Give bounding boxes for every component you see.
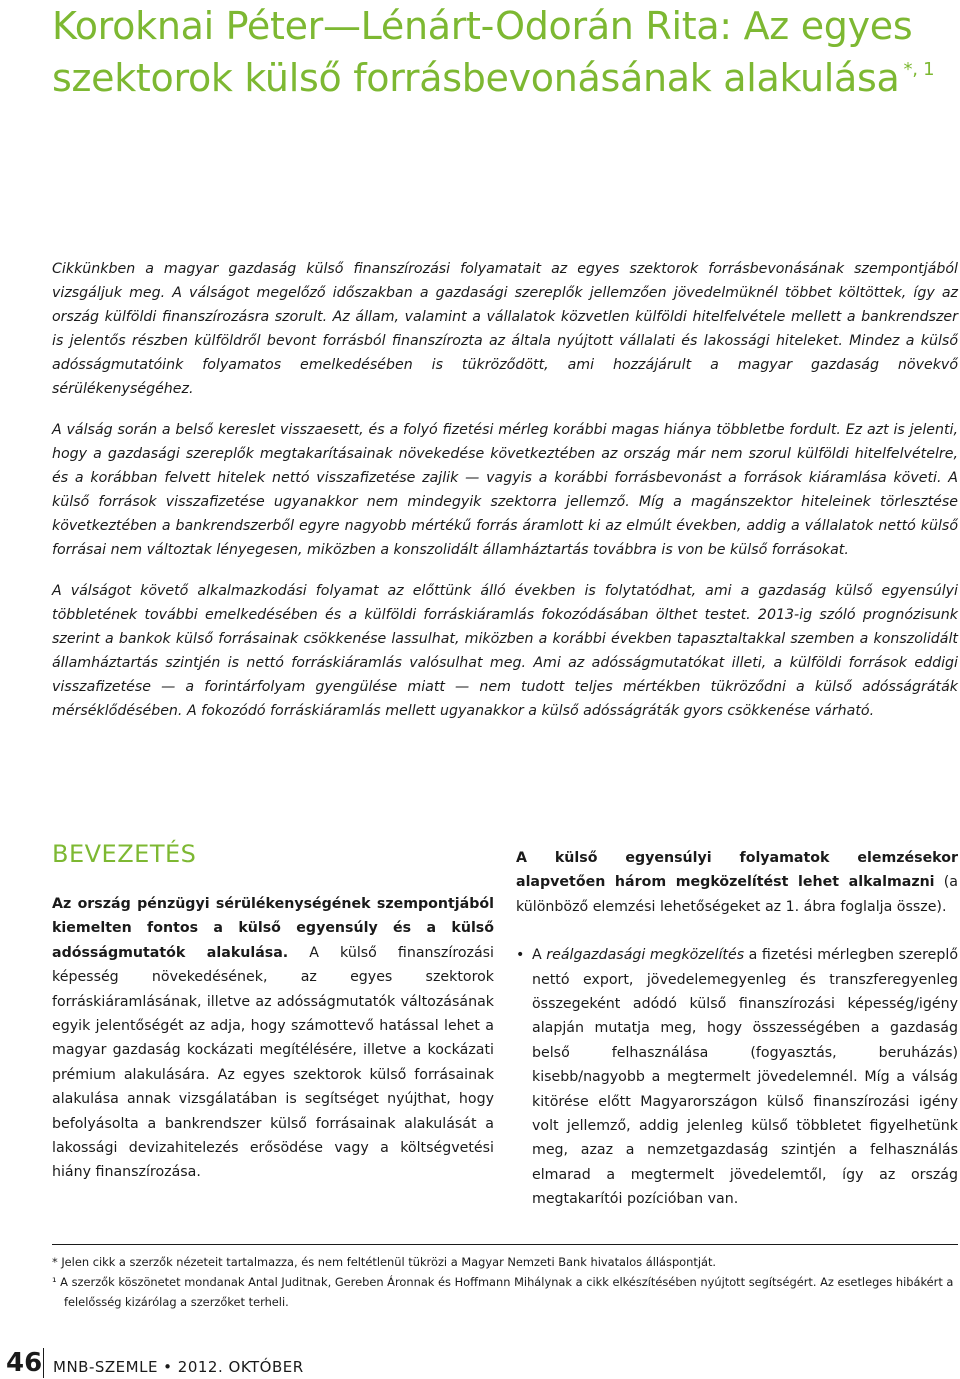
bullet-dot: • (516, 947, 525, 964)
bullet-italic-term: reálgazdasági megközelítés (546, 947, 745, 964)
left-body-text: A külső finanszírozási képesség növekedésének, az egyes szektorok forráskiáramlásának, illetve az adósságmutatók változásának egyik jelentőségét az adja, hogy számottevő hatással lehet a magyar gazdaság kockázati megítélésére, illetve a kockázati prémium alakulására. Az egyes szektorok külső forrásainak alakulása annak vizsgálatában is segítséget nyújthat, hogy befolyásolta a bankrendszer külső forrásainak alakulását a lakossági devizahitelezés erősödése vagy a költségvetési hiány finanszírozása. (52, 944, 494, 1181)
footer-divider (43, 1348, 44, 1378)
right-lead-bold: A külső egyensúlyi folyamatok elemzésekor alapvetően három megközelítést lehet alkalmazni (516, 850, 958, 891)
page-footer (0, 1348, 960, 1378)
title-footnote-marker: *, 1 (903, 59, 935, 80)
abstract-paragraph-1: Cikkünkben a magyar gazdaság külső finanszírozási folyamatait az egyes szektorok forrásbevonásának szempontjából vizsgáljuk meg. A válságot megelőző időszakban a gazdasági szereplők jellemzően jövedelmüknél többet költöttek, így az ország külföldi finanszírozásra szorult. Az állam, valamint a vállalatok közvetlen külföldi hitelfelvétele mellett a bankrendszer is jelentős részben külföldről bevont forrásból finanszírozta az általa nyújtott vállalati és lakossági hiteleket. Mindez a külső adósságmutatóink folyamatos emelkedésében is tükröződött, ami hozzájárult a magyar gazdaság növekvő sérülékenységéhez. (52, 261, 958, 397)
footnote-1: * Jelen cikk a szerzők nézeteit tartalmazza, és nem feltétlenül tükrözi a Magyar Nemzeti Bank hivatalos álláspontját. (52, 1255, 717, 1269)
abstract-paragraph-2: A válság során a belső kereslet visszaesett, és a folyó fizetési mérleg korábbi magas hiánya többletbe fordult. Ez azt is jelenti, hogy a gazdasági szereplők megtakarításainak növekedése következtében az ország már nem szorul külföldi hitelfelvételre, és a korábban felvett hitelek nettó visszafizetése zajlik — vagyis a korábbi forrásbevonást a források kiáramlása követi. A külső források visszafizetése ugyanakkor nem mindegyik szektorra jellemző. Míg a magánszektor hiteleinek törlesztése következtében a bankrendszerből egyre nagyobb mértékű forrás áramlott ki az elmúlt években, addig a vállalatok nettó külső forrásai nem változtak lényegesen, miközben a konszolidált államháztartás továbbra is von be külső forrásokat. (52, 422, 958, 558)
right-column (516, 846, 958, 1212)
left-lead-bold: Az ország pénzügyi sérülékenységének szempontjából kiemelten fontos a külső egyensúly és a külső adósságmutatók alakulása. (52, 896, 494, 961)
article-title (52, 4, 952, 100)
footnote-2: ¹ A szerzők köszönetet mondanak Antal Juditnak, Gereben Áronnak és Hoffmann Mihálynak a cikk elkészítésében nyújtott segítségért. Az esetleges hibákért a felelősség kizárólag a szerzőket terheli. (52, 1275, 954, 1309)
left-paragraph (52, 892, 494, 1185)
journal-name: MNB-SZEMLE • 2012. OKTÓBER (53, 1358, 304, 1376)
right-body-text: (a különböző elemzési lehetőségeket az 1. ábra foglalja össze). (516, 874, 958, 915)
bullet-text: a fizetési mérlegben szereplő nettó export, jövedelemegyenleg és transzferegyenleg összegeként adódó külső finanszírozási képesség/igény alapján mutatja meg, hogy összességében a gazdaság belső felhasználása (fogyasztás, beruházás) kisebb/nagyobb a megtermelt jövedelemnél. Míg a válság kitörése előtt Magyarországon külső finanszírozási igény volt jellemző, addig jelenleg külső többletet figyelhetünk meg, azaz a nemzetgazdaság szintjén a felhasználás elmarad a megtermelt jövedelemtől, így az ország megtakarítói pozícióban van. (532, 947, 959, 1208)
abstract (52, 257, 958, 740)
left-column (52, 892, 494, 1185)
footnotes (52, 1252, 958, 1312)
abstract-paragraph-3: A válságot követő alkalmazkodási folyamat az előttünk álló években is folytatódhat, ami a gazdaság külső egyensúlyi többletének további emelkedésében és a külföldi forráskiáramlás fokozódásában ölthet testet. 2013-ig szóló prognózisunk szerint a bankok külső forrásainak csökkenése lassulhat, miközben a korábbi években tapasztaltakkal szemben a konszolidált államháztartás szintjén is nettó forráskiáramlás valósulhat meg. Ami az adósságmutatókat illeti, a külföldi források eddigi visszafizetése — a forintárfolyam gyengülése miatt — nem tudott teljes mértékben tükröződni a külső adósságráták mérséklődésében. A fokozódó forráskiáramlás mellett ugyanakkor a külső adósságráták gyors csökkenése várható. (52, 583, 958, 719)
footnote-divider (52, 1244, 958, 1245)
section-heading: BEVEZETÉS (52, 840, 197, 868)
page-number: 46 (6, 1348, 43, 1378)
right-paragraph (516, 846, 958, 919)
bullet-lead: A (532, 947, 547, 964)
bullet-item (516, 943, 958, 1211)
title-text: Koroknai Péter—Lénárt-Odorán Rita: Az egyes szektorok külső forrásbevonásának alakulása (52, 4, 913, 100)
